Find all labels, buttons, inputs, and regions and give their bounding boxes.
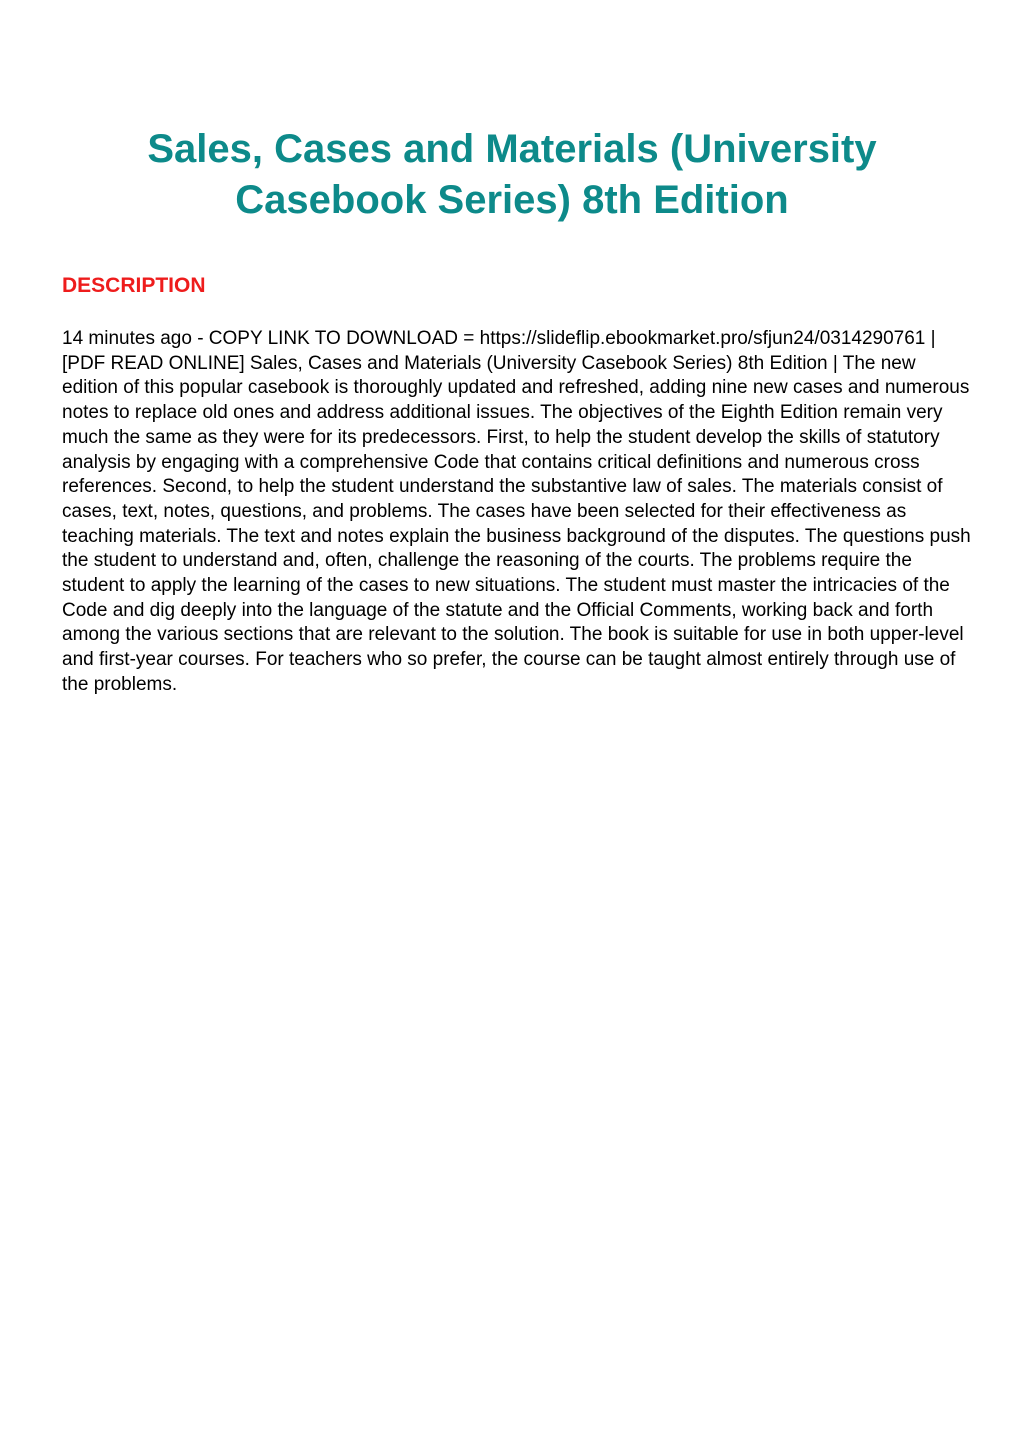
description-text: 14 minutes ago - COPY LINK TO DOWNLOAD = https://slideflip.ebookmarket.pro/sfjun24/0314290761 | [PDF READ ONLINE] Sales, Cases and Materials (University Casebook Series) 8th Edition | The new edition of this popular casebook is thoroughly updated and refreshed, adding nine new cases and numerous notes to replace old ones and address additional issues. The objectives of the Eighth Edition remain very much the same as they were for its predecessors. First, to help the student develop the skills of statutory analysis by engaging with a comprehensive Code that contains critical definitions and numerous cross references. Second, to help the student understand the substantive law of sales. The materials consist of cases, text, notes, questions, and problems. The cases have been selected for their effectiveness as teaching materials. The text and notes explain the business background of the disputes. The questions push the student to understand and, often, challenge the reasoning of the courts. The problems require the student to apply the learning of the cases to new situations. The student must master the intricacies of the Code and dig deeply into the language of the statute and the Official Comments, working back and forth among the various sections that are relevant to the solution. The book is suitable for use in both upper-level and first-year courses. For teachers who so prefer, the course can be taught almost entirely through use of the problems. xyxy=(62,328,971,695)
document-title: Sales, Cases and Materials (University Casebook Series) 8th Edition xyxy=(147,127,877,222)
description-heading: DESCRIPTION xyxy=(62,274,206,297)
